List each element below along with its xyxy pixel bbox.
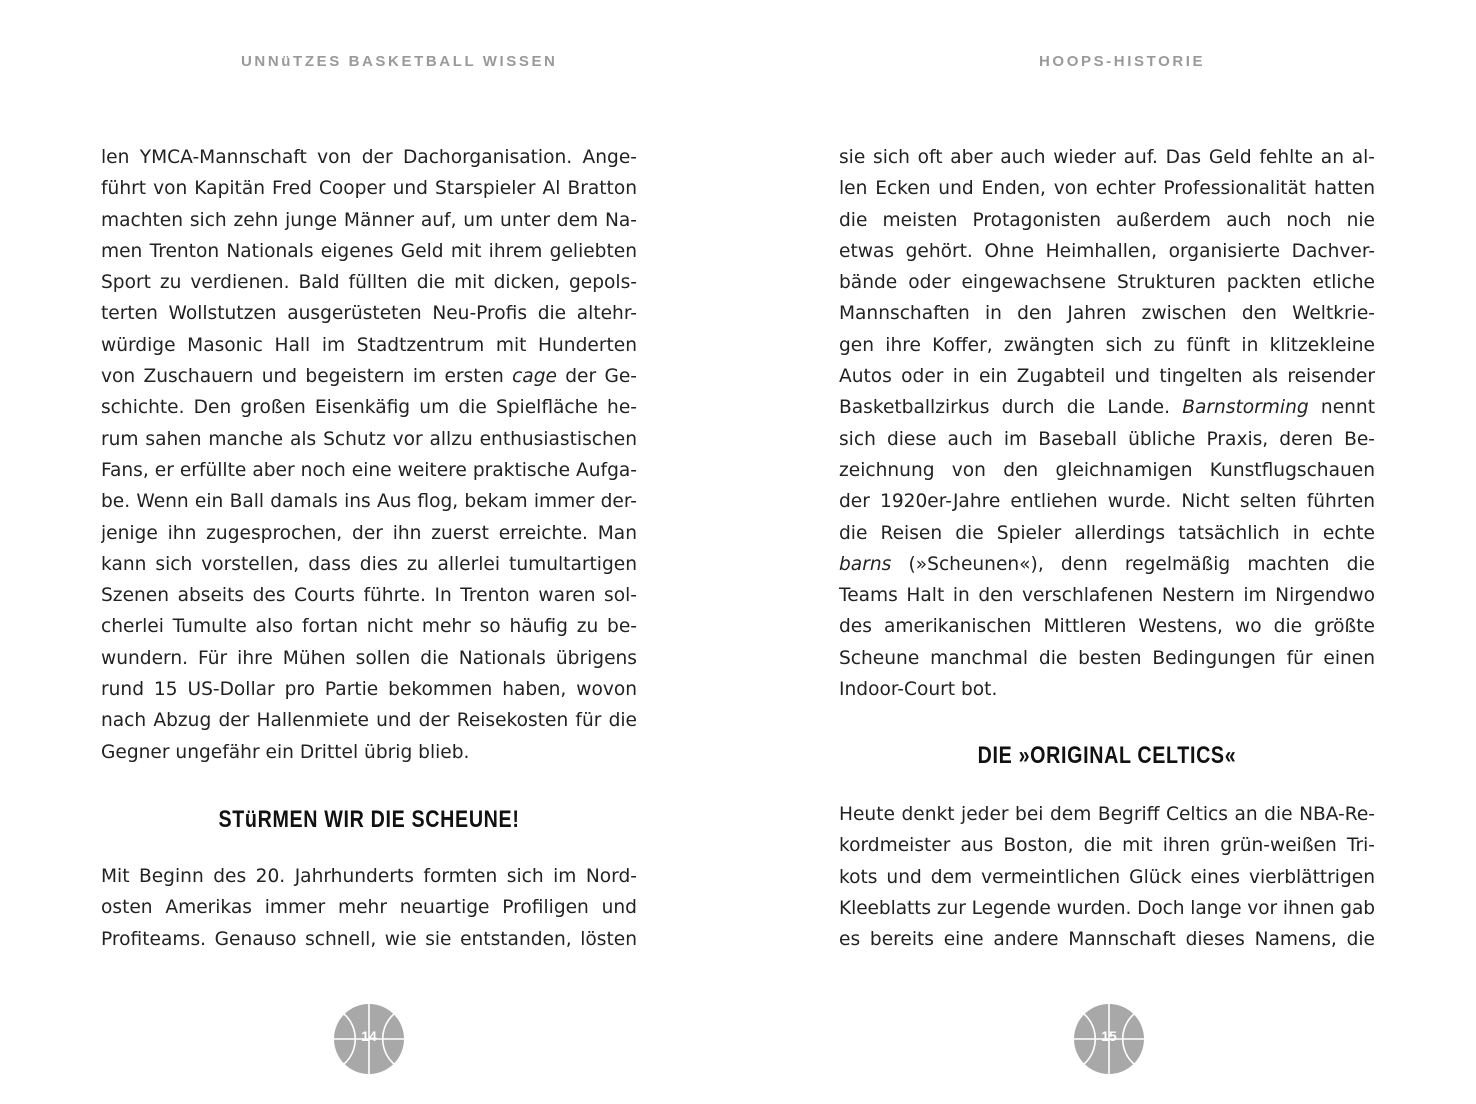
text-run: nennt <box>1308 397 1375 419</box>
text-line: wundern. Für ihre Mühen sollen die Nationals übrigens <box>101 647 637 669</box>
italic-term: Barnstorming <box>1182 397 1309 419</box>
text-line: würdige Masonic Hall im Stadtzentrum mit Hunderten <box>101 334 637 356</box>
text-line: Mannschaften in den Jahren zwischen den Weltkrie- <box>839 303 1375 325</box>
text-line: rum sahen manche als Schutz vor allzu enthusiastischen <box>101 428 637 450</box>
text-line: zeichnung von den gleichnamigen Kunstflugschauen <box>839 459 1375 481</box>
text-line: Sport zu verdienen. Bald füllten die mit dicken, gepols- <box>101 272 637 294</box>
text-line: len YMCA-Mannschaft von der Dachorganisation. Ange- <box>101 147 637 168</box>
page-number-badge <box>1073 1003 1145 1075</box>
body-paragraph <box>839 799 1375 955</box>
text-line: jenige ihn zugesprochen, der ihn zuerst erreichte. Man <box>101 522 637 544</box>
text-line: terten Wollstutzen ausgerüsteten Neu-Profis die altehr- <box>101 303 637 325</box>
text-line: der 1920er-Jahre entliehen wurde. Nicht selten führten <box>839 491 1375 513</box>
text-line: Gegner ungefähr ein Drittel übrig blieb. <box>101 741 470 763</box>
running-head: UNNüTZES BASKETBALL WISSEN <box>241 53 558 70</box>
text-line: bände oder eingewachsene Strukturen packten etliche <box>839 272 1375 294</box>
text-line: rund 15 US-Dollar pro Partie bekommen haben, wovon <box>101 679 637 701</box>
page-number: 14 <box>361 1028 377 1044</box>
text-run: von Zuschauern und begeistern im ersten <box>101 366 513 388</box>
text-line: etwas gehört. Ohne Heimhallen, organisierte Dachver- <box>839 240 1375 262</box>
text-run: der Ge- <box>556 366 637 388</box>
text-line: sich diese auch im Baseball übliche Praxis, deren Be- <box>839 428 1375 450</box>
section-heading: DIE »ORIGINAL CELTICS« <box>977 742 1237 769</box>
text-line: Scheune manchmal die besten Bedingungen für einen <box>839 647 1375 669</box>
text-line: gen ihre Koffer, zwängten sich zu fünft in klitzekleine <box>839 334 1375 356</box>
text-line: führt von Kapitän Fred Cooper und Starspieler Al Bratton <box>101 178 637 200</box>
body-paragraph <box>101 142 637 768</box>
running-head: HOOPS-HISTORIE <box>1039 53 1206 70</box>
text-line: Szenen abseits des Courts führte. In Trenton waren sol- <box>101 585 637 607</box>
text-line: be. Wenn ein Ball damals ins Aus flog, bekam immer der- <box>101 491 637 513</box>
text-line: Kleeblatts zur Legende wurden. Doch lange vor ihnen gab <box>839 897 1375 919</box>
text-line: osten Amerikas immer mehr neuartige Profiligen und <box>101 897 637 919</box>
text-run: (»Scheunen«), denn regelmäßig machten die <box>891 553 1375 575</box>
text-line: len Ecken und Enden, von echter Professionalität hatten <box>839 178 1375 200</box>
text-line: Indoor-Court bot. <box>839 679 998 701</box>
body-paragraph <box>101 861 637 955</box>
text-line: Fans, er erfüllte aber noch eine weitere praktische Aufga- <box>101 459 637 481</box>
text-line: es bereits eine andere Mannschaft dieses Namens, die <box>839 929 1375 951</box>
text-line: kordmeister aus Boston, die mit ihren grün-weißen Tri- <box>839 835 1375 857</box>
right-page <box>738 0 1476 1104</box>
text-line: nach Abzug der Hallenmiete und der Reisekosten für die <box>101 710 637 732</box>
text-line: cherlei Tumulte also fortan nicht mehr so häufig zu be- <box>101 616 637 638</box>
text-line: die meisten Protagonisten außerdem auch noch nie <box>839 209 1375 231</box>
text-line: men Trenton Nationals eigenes Geld mit ihrem geliebten <box>101 240 637 262</box>
text-run: Basketballzirkus durch die Lande. <box>839 397 1183 419</box>
text-line: Heute denkt jeder bei dem Begriff Celtics an die NBA-Re- <box>839 804 1375 825</box>
text-line: Profiteams. Genauso schnell, wie sie entstanden, lösten <box>101 928 637 950</box>
text-line: kann sich vorstellen, dass dies zu allerlei tumultartigen <box>101 553 637 575</box>
section-heading: STüRMEN WIR DIE SCHEUNE! <box>218 806 520 833</box>
text-line: die Reisen die Spieler allerdings tatsächlich in echte <box>839 522 1375 544</box>
page-number-badge <box>333 1003 405 1075</box>
text-line <box>839 549 1375 580</box>
text-line <box>839 392 1375 423</box>
italic-term: barns <box>839 553 892 575</box>
page-number: 15 <box>1101 1028 1117 1044</box>
text-line: schichte. Den großen Eisenkäfig um die Spielfläche he- <box>101 397 637 419</box>
text-line <box>101 361 637 392</box>
italic-term: cage <box>512 366 557 388</box>
text-line: Autos oder in ein Zugabteil und tingelten als reisender <box>839 366 1375 388</box>
text-line: Mit Beginn des 20. Jahrhunderts formten sich im Nord- <box>101 866 637 887</box>
text-line: sie sich oft aber auch wieder auf. Das Geld fehlte an al- <box>839 147 1375 168</box>
text-line: des amerikanischen Mittleren Westens, wo die größte <box>839 616 1375 638</box>
text-line: machten sich zehn junge Männer auf, um unter dem Na- <box>101 209 637 231</box>
body-paragraph <box>839 142 1375 705</box>
text-line: kots und dem vermeintlichen Glück eines vierblättrigen <box>839 866 1375 888</box>
text-line: Teams Halt in den verschlafenen Nestern im Nirgendwo <box>839 585 1375 607</box>
